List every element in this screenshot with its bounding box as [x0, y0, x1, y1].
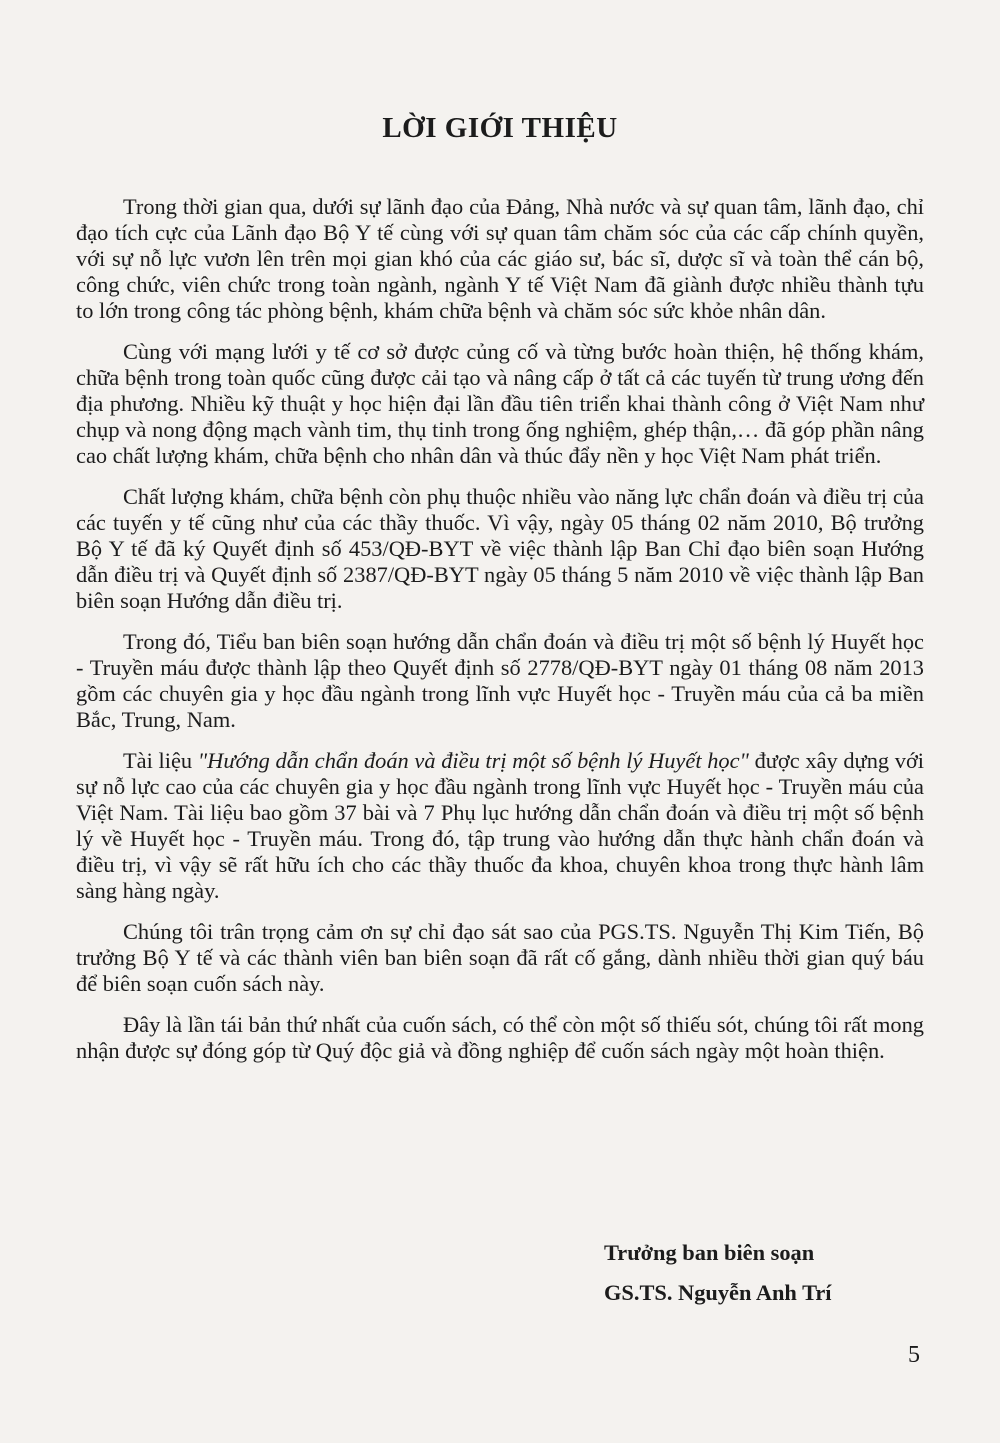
paragraph-3: Chất lượng khám, chữa bệnh còn phụ thuộc nhiều vào năng lực chẩn đoán và điều trị của các tuyến y tế cũng như của các thầy thuốc. Vì vậy, ngày 05 tháng 02 năm 2010, Bộ trưởng Bộ Y tế đã ký Quyết định số 453/QĐ-BYT về việc thành lập Ban Chỉ đạo biên soạn Hướng dẫn điều trị và Quyết định số 2387/QĐ-BYT ngày 05 tháng 5 năm 2010 về việc thành lập Ban biên soạn Hướng dẫn điều trị.	[76, 484, 924, 613]
paragraph-5	[76, 748, 924, 903]
paragraph-7: Đây là lần tái bản thứ nhất của cuốn sách, có thể còn một số thiếu sót, chúng tôi rất mong nhận được sự đóng góp từ Quý độc giả và đồng nghiệp để cuốn sách ngày một hoàn thiện.	[76, 1012, 924, 1064]
signature-block	[604, 1233, 944, 1313]
page-title: LỜI GIỚI THIỆU	[382, 112, 618, 144]
paragraph-6: Chúng tôi trân trọng cảm ơn sự chỉ đạo sát sao của PGS.TS. Nguyễn Thị Kim Tiến, Bộ trưởng Bộ Y tế và các thành viên ban biên soạn đã rất cố gắng, dành nhiều thời gian quý báu để biên soạn cuốn sách này.	[76, 919, 924, 996]
signature-name: GS.TS. Nguyễn Anh Trí	[604, 1280, 832, 1305]
page-number: 5	[908, 1342, 920, 1368]
book-title-italic: "Hướng dẫn chẩn đoán và điều trị một số bệnh lý Huyết học"	[197, 748, 749, 774]
signature-role: Trưởng ban biên soạn	[604, 1240, 815, 1265]
introduction-body	[76, 194, 924, 1080]
paragraph-5-rest: được xây dựng với sự nỗ lực cao của các chuyên gia y học đầu ngành trong lĩnh vực Huyết học - Truyền máu của Việt Nam. Tài liệu bao gồm 37 bài và 7 Phụ lục hướng dẫn chẩn đoán và điều trị một số bệnh lý về Huyết học - Truyền máu. Trong đó, tập trung vào hướng dẫn thực hành chẩn đoán và điều trị, vì vậy sẽ rất hữu ích cho các thầy thuốc đa khoa, chuyên khoa trong thực hành lâm sàng hàng ngày.	[76, 748, 925, 903]
paragraph-5-lead: Tài liệu	[123, 748, 198, 774]
paragraph-4: Trong đó, Tiểu ban biên soạn hướng dẫn chẩn đoán và điều trị một số bệnh lý Huyết học - Truyền máu được thành lập theo Quyết định số 2778/QĐ-BYT ngày 01 tháng 08 năm 2013 gồm các chuyên gia y học đầu ngành trong lĩnh vực Huyết học - Truyền máu của cả ba miền Bắc, Trung, Nam.	[76, 629, 924, 732]
paragraph-2: Cùng với mạng lưới y tế cơ sở được củng cố và từng bước hoàn thiện, hệ thống khám, chữa bệnh trong toàn quốc cũng được cải tạo và nâng cấp ở tất cả các tuyến từ trung ương đến địa phương. Nhiều kỹ thuật y học hiện đại lần đầu tiên triển khai thành công ở Việt Nam như chụp và nong động mạch vành tim, thụ tinh trong ống nghiệm, ghép thận,… đã góp phần nâng cao chất lượng khám, chữa bệnh cho nhân dân và thúc đẩy nền y học Việt Nam phát triển.	[76, 339, 924, 468]
paragraph-1: Trong thời gian qua, dưới sự lãnh đạo của Đảng, Nhà nước và sự quan tâm, lãnh đạo, chỉ đạo tích cực của Lãnh đạo Bộ Y tế cùng với sự quan tâm chăm sóc của các cấp chính quyền, với sự nỗ lực vươn lên trên mọi gian khó của các giáo sư, bác sĩ, dược sĩ và toàn thể cán bộ, công chức, viên chức trong toàn ngành, ngành Y tế Việt Nam đã giành được nhiều thành tựu to lớn trong công tác phòng bệnh, khám chữa bệnh và chăm sóc sức khỏe nhân dân.	[76, 194, 924, 323]
